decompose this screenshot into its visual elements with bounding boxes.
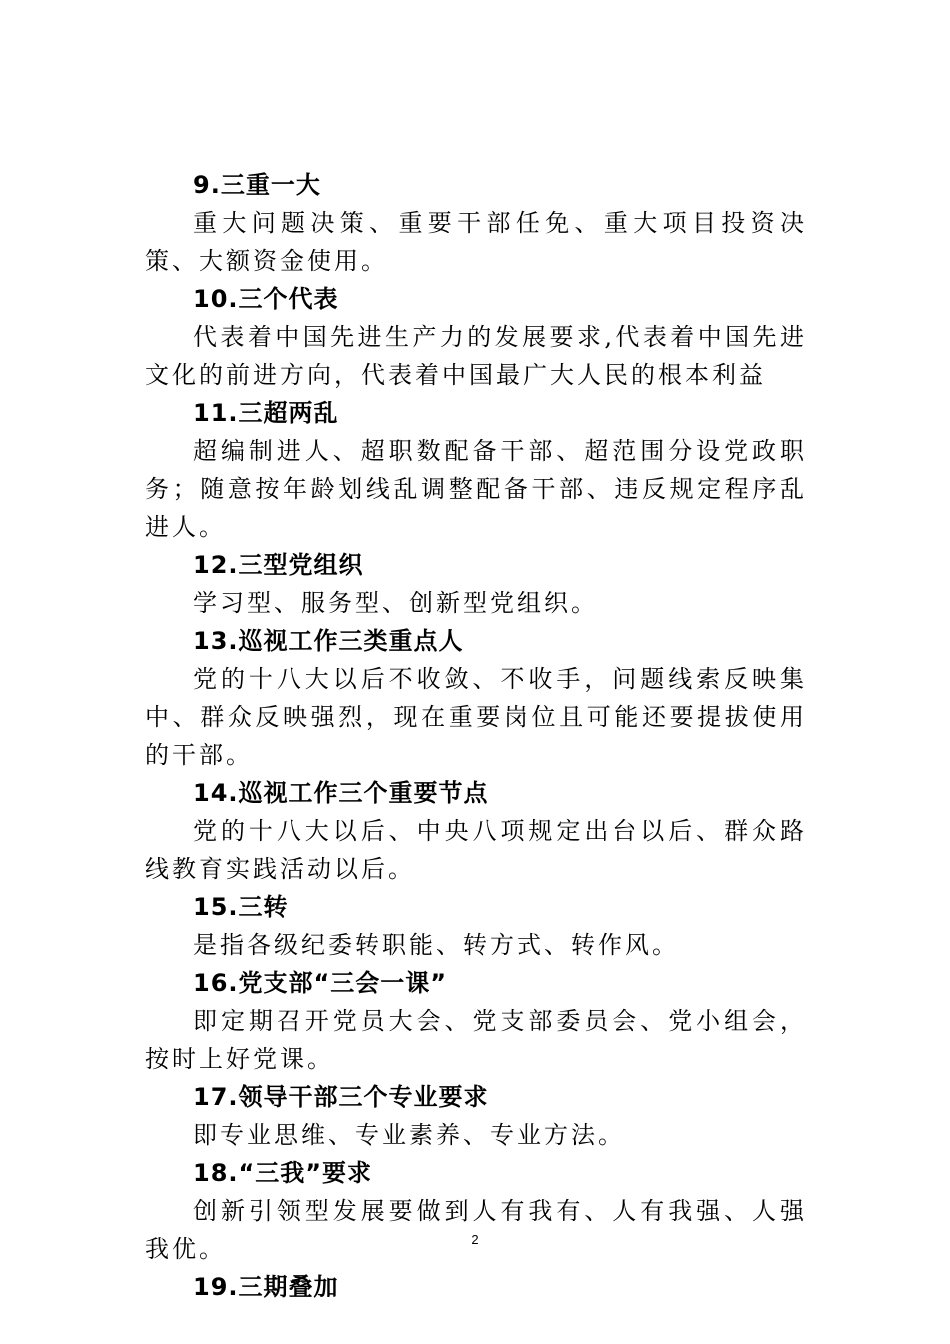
entry-18 [145,1154,807,1268]
entry-heading: 19.三期叠加 [193,1273,339,1301]
entry-body: 超编制进人、超职数配备干部、超范围分设党政职务；随意按年龄划线乱调整配备干部、违反规定程序乱进人。 [145,437,807,541]
entry-14 [145,774,807,888]
entry-body: 即专业思维、专业素养、专业方法。 [193,1121,625,1149]
entry-16 [145,964,807,1078]
entry-heading: 16.党支部“三会一课” [193,969,448,997]
entry-body: 党的十八大以后、中央八项规定出台以后、群众路线教育实践活动以后。 [145,817,807,883]
entry-heading: 12.三型党组织 [193,551,364,579]
entry-11 [145,394,807,546]
entry-15 [145,888,807,964]
entry-17 [145,1078,807,1154]
entry-heading: 14.巡视工作三个重要节点 [193,779,489,807]
entry-body: 即定期召开党员大会、党支部委员会、党小组会，按时上好党课。 [145,1007,807,1073]
entry-19 [145,1268,807,1306]
page-content [145,166,807,1306]
entry-body: 是指各级纪委转职能、转方式、转作风。 [193,931,679,959]
entry-heading: 11.三超两乱 [193,399,339,427]
entry-body: 代表着中国先进生产力的发展要求,代表着中国先进文化的前进方向，代表着中国最广大人民的根本利益 [145,323,807,389]
entry-heading: 10.三个代表 [193,285,339,313]
entry-heading: 17.领导干部三个专业要求 [193,1083,489,1111]
entry-12 [145,546,807,622]
entry-body: 创新引领型发展要做到人有我有、人有我强、人强我优。 [145,1197,807,1263]
entry-heading: 9.三重一大 [193,171,321,199]
entry-9 [145,166,807,280]
entry-heading: 18.“三我”要求 [193,1159,373,1187]
entry-body: 学习型、服务型、创新型党组织。 [193,589,598,617]
page-number: 2 [471,1232,479,1247]
entry-body: 党的十八大以后不收敛、不收手，问题线索反映集中、群众反映强烈，现在重要岗位且可能还要提拔使用的干部。 [145,665,807,769]
entry-heading: 15.三转 [193,893,289,921]
entry-13 [145,622,807,774]
entry-heading: 13.巡视工作三类重点人 [193,627,464,655]
entry-10 [145,280,807,394]
entry-body: 重大问题决策、重要干部任免、重大项目投资决策、大额资金使用。 [145,209,807,275]
